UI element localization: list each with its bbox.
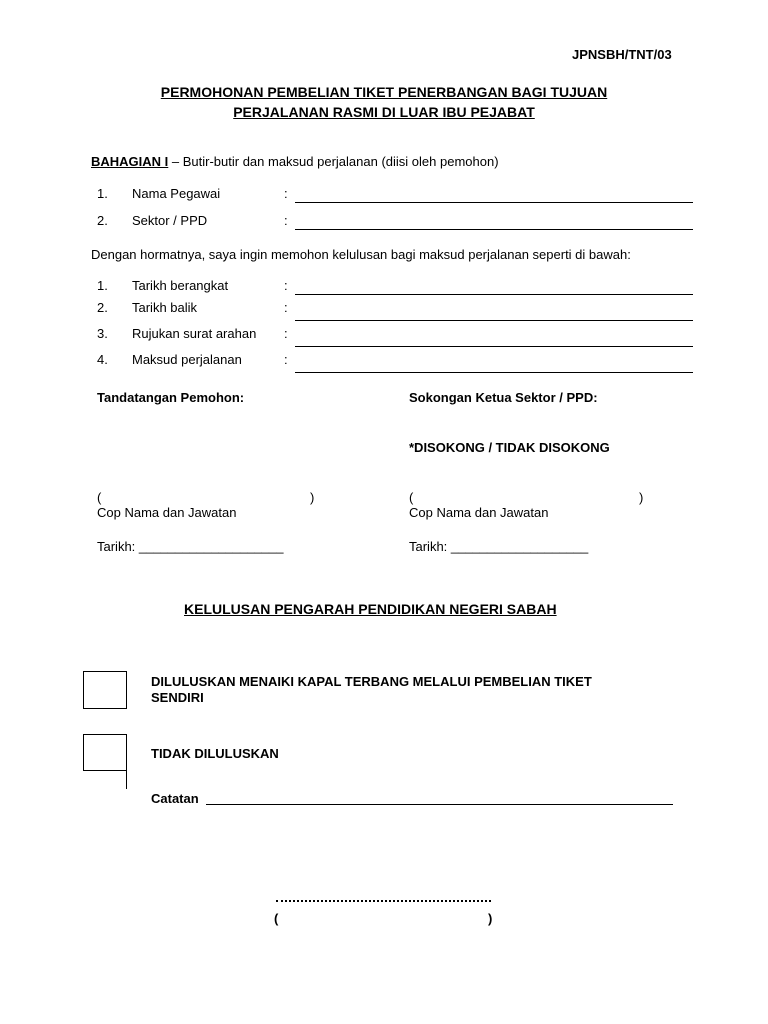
field-number: 3.	[97, 326, 108, 341]
approve-option-label-line-2: SENDIRI	[151, 690, 204, 705]
field-colon: :	[284, 213, 288, 228]
field-number: 4.	[97, 352, 108, 367]
field-colon: :	[284, 186, 288, 201]
field-label: Tarikh berangkat	[132, 278, 229, 293]
approve-option-label-line-1: DILULUSKAN MENAIKI KAPAL TERBANG MELALUI PEMBELIAN TIKET	[151, 674, 592, 689]
field-label: Rujukan surat arahan	[132, 326, 257, 341]
form-title-line-1: PERMOHONAN PEMBELIAN TIKET PENERBANGAN BAGI TUJUAN	[160, 84, 608, 100]
supporter-name-paren-open: (	[409, 490, 414, 505]
supporter-stamp-label: Cop Nama dan Jawatan	[409, 505, 549, 520]
field-colon: :	[284, 300, 288, 315]
field-label: Maksud perjalanan	[132, 352, 242, 367]
request-statement: Dengan hormatnya, saya ingin memohon kelulusan bagi maksud perjalanan seperti di bawah:	[91, 247, 631, 262]
section-1-label: BAHAGIAN I	[91, 154, 169, 169]
applicant-name-paren-open: (	[97, 490, 102, 505]
supporter-date-field[interactable]: Tarikh: ___________________	[409, 539, 589, 554]
section-1-heading	[91, 154, 499, 169]
form-title-line-2: PERJALANAN RASMI DI LUAR IBU PEJABAT	[233, 104, 535, 120]
field-number: 2.	[97, 213, 108, 228]
applicant-date-field[interactable]: Tarikh: ____________________	[97, 539, 284, 554]
field-number: 2.	[97, 300, 108, 315]
checkbox-connector-line	[126, 770, 127, 789]
field-colon: :	[284, 352, 288, 367]
applicant-stamp-label: Cop Nama dan Jawatan	[97, 505, 237, 520]
rujukan-surat-arahan-input-line[interactable]	[295, 346, 693, 347]
sektor-ppd-input-line[interactable]	[295, 229, 693, 230]
applicant-name-paren-close: )	[310, 490, 315, 505]
document-code: JPNSBH/TNT/03	[572, 47, 672, 62]
notes-label: Catatan	[151, 791, 199, 806]
section-1-description: – Butir-butir dan maksud perjalanan (diisi oleh pemohon)	[168, 154, 499, 169]
field-colon: :	[284, 326, 288, 341]
field-label: Nama Pegawai	[132, 186, 221, 201]
maksud-perjalanan-input-line[interactable]	[295, 372, 693, 373]
field-colon: :	[284, 278, 288, 293]
supporter-name-paren-close: )	[639, 490, 644, 505]
field-label: Sektor / PPD	[132, 213, 208, 228]
support-options[interactable]: *DISOKONG / TIDAK DISOKONG	[409, 440, 610, 455]
reject-checkbox[interactable]	[83, 734, 127, 771]
approval-section-title: KELULUSAN PENGARAH PENDIDIKAN NEGERI SABAH	[184, 601, 557, 617]
tarikh-balik-input-line[interactable]	[295, 320, 693, 321]
field-number: 1.	[97, 278, 108, 293]
notes-input-line[interactable]	[206, 804, 673, 805]
sector-support-heading: Sokongan Ketua Sektor / PPD:	[409, 390, 598, 405]
director-name-paren-open: (	[274, 911, 279, 926]
director-signature-line[interactable]	[276, 900, 491, 902]
field-label: Tarikh balik	[132, 300, 198, 315]
applicant-signature-heading: Tandatangan Pemohon:	[97, 390, 245, 405]
nama-pegawai-input-line[interactable]	[295, 202, 693, 203]
approve-checkbox[interactable]	[83, 671, 127, 709]
tarikh-berangkat-input-line[interactable]	[295, 294, 693, 295]
reject-option-label: TIDAK DILULUSKAN	[151, 746, 279, 761]
director-name-paren-close: )	[488, 911, 493, 926]
field-number: 1.	[97, 186, 108, 201]
